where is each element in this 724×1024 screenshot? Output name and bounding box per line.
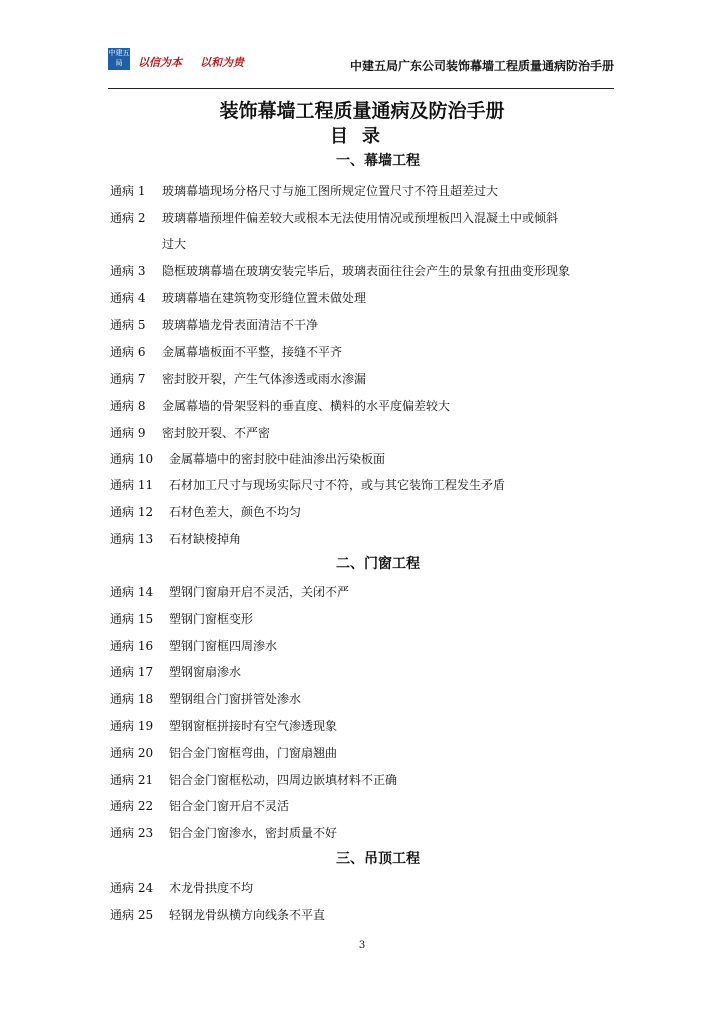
entry-code: 通病 7 — [110, 372, 146, 386]
toc-entry — [110, 503, 301, 520]
page-header — [108, 44, 614, 88]
entry-code: 通病 23 — [110, 826, 154, 840]
toc-entry — [110, 879, 253, 896]
entry-text: 塑钢门窗框变形 — [169, 612, 254, 626]
entry-text: 轻钢龙骨纵横方向线条不平直 — [169, 908, 326, 922]
toc-entry — [110, 476, 505, 493]
slogan-left: 以信为本 — [138, 56, 182, 69]
entry-text: 金属幕墙中的密封胶中硅油渗出污染板面 — [169, 452, 386, 466]
entry-code: 通病 24 — [110, 881, 154, 895]
entry-text: 铝合金门窗框松动，四周边嵌填材料不正确 — [169, 773, 398, 787]
toc-entry — [110, 797, 289, 814]
entry-code: 通病 9 — [110, 426, 146, 440]
entry-text: 石材色差大，颜色不均匀 — [169, 505, 302, 519]
toc-title: 目录 — [330, 126, 394, 147]
entry-code: 通病 4 — [110, 291, 146, 305]
toc-entry — [110, 530, 241, 547]
entry-code: 通病 13 — [110, 532, 154, 546]
entry-text: 铝合金门窗框弯曲，门窗扇翘曲 — [169, 746, 338, 760]
toc-entry — [110, 262, 570, 279]
entry-text: 石材加工尺寸与现场实际尺寸不符，或与其它装饰工程发生矛盾 — [169, 478, 506, 492]
entry-text: 金属幕墙的骨架竖料的垂直度、横料的水平度偏差较大 — [162, 399, 451, 413]
entry-code: 通病 3 — [110, 264, 146, 278]
entry-code: 通病 18 — [110, 692, 154, 706]
entry-code: 通病 22 — [110, 799, 154, 813]
toc-entry — [110, 637, 277, 654]
entry-code: 通病 6 — [110, 345, 146, 359]
toc-entry — [110, 771, 397, 788]
entry-text: 铝合金门窗开启不灵活 — [169, 799, 290, 813]
entry-text: 隐框玻璃幕墙在玻璃安装完毕后，玻璃表面往往会产生的景象有扭曲变形现象 — [162, 264, 571, 278]
section-heading: 三、吊顶工程 — [336, 851, 420, 867]
entry-text: 金属幕墙板面不平整，接缝不平齐 — [162, 345, 343, 359]
entry-code: 通病 16 — [110, 639, 154, 653]
document-title: 装饰幕墙工程质量通病及防治手册 — [219, 100, 505, 122]
section-heading: 二、门窗工程 — [336, 556, 420, 572]
entry-code: 通病 17 — [110, 665, 154, 679]
entry-text: 玻璃幕墙预埋件偏差较大或根本无法使用情况或预埋板凹入混凝土中或倾斜 — [162, 211, 559, 225]
toc-entry — [110, 583, 349, 600]
entry-text: 塑钢窗框拼接时有空气渗透现象 — [169, 719, 338, 733]
toc-entry — [110, 343, 342, 360]
entry-code: 通病 2 — [110, 211, 146, 225]
entry-code: 通病 10 — [110, 452, 154, 466]
entry-text: 石材缺棱掉角 — [169, 532, 242, 546]
toc-entry — [110, 824, 337, 841]
header-divider — [108, 88, 614, 89]
entry-code: 通病 12 — [110, 505, 154, 519]
toc-entry — [110, 397, 450, 414]
entry-code: 通病 25 — [110, 908, 154, 922]
entry-text: 密封胶开裂、不严密 — [162, 426, 271, 440]
entry-code: 通病 20 — [110, 746, 154, 760]
header-title: 中建五局广东公司装饰幕墙工程质量通病防治手册 — [349, 59, 614, 73]
entry-code: 通病 5 — [110, 318, 146, 332]
entry-code: 通病 19 — [110, 719, 154, 733]
page-number: 3 — [358, 940, 366, 951]
entry-text: 玻璃幕墙龙骨表面清洁不干净 — [162, 318, 319, 332]
slogan-right: 以和为贵 — [200, 56, 244, 69]
entry-text: 木龙骨拱度不均 — [169, 881, 254, 895]
company-logo: 中建五局 — [108, 48, 130, 70]
entry-code: 通病 11 — [110, 478, 154, 492]
toc-entry — [110, 690, 301, 707]
entry-code: 通病 1 — [110, 184, 146, 198]
entry-text: 玻璃幕墙现场分格尺寸与施工图所规定位置尺寸不符且超差过大 — [162, 184, 499, 198]
entry-text: 密封胶开裂，产生气体渗透或雨水渗漏 — [162, 372, 367, 386]
toc-entry — [110, 289, 366, 306]
toc-entry — [110, 209, 558, 226]
entry-text: 玻璃幕墙在建筑物变形缝位置未做处理 — [162, 291, 367, 305]
toc-entry — [110, 717, 337, 734]
toc-entry — [110, 663, 241, 680]
entry-text: 塑钢组合门窗拼管处渗水 — [169, 692, 302, 706]
toc-entry — [110, 610, 253, 627]
toc-entry — [110, 370, 366, 387]
entry-code: 通病 15 — [110, 612, 154, 626]
entry-text: 铝合金门窗渗水，密封质量不好 — [169, 826, 338, 840]
toc-entry — [110, 906, 325, 923]
toc-entry — [110, 316, 318, 333]
entry-code: 通病 21 — [110, 773, 154, 787]
toc-entry — [110, 424, 270, 441]
toc-entry — [110, 450, 385, 467]
entry-text: 塑钢窗扇渗水 — [169, 665, 242, 679]
entry-text: 塑钢门窗扇开启不灵活，关闭不严 — [169, 585, 350, 599]
entry-code: 通病 8 — [110, 399, 146, 413]
toc-entry — [110, 182, 498, 199]
entry-text: 塑钢门窗框四周渗水 — [169, 639, 278, 653]
section-heading: 一、幕墙工程 — [336, 153, 420, 169]
entry-code: 通病 14 — [110, 585, 154, 599]
toc-entry — [110, 744, 337, 761]
entry-continuation: 过大 — [162, 237, 187, 251]
